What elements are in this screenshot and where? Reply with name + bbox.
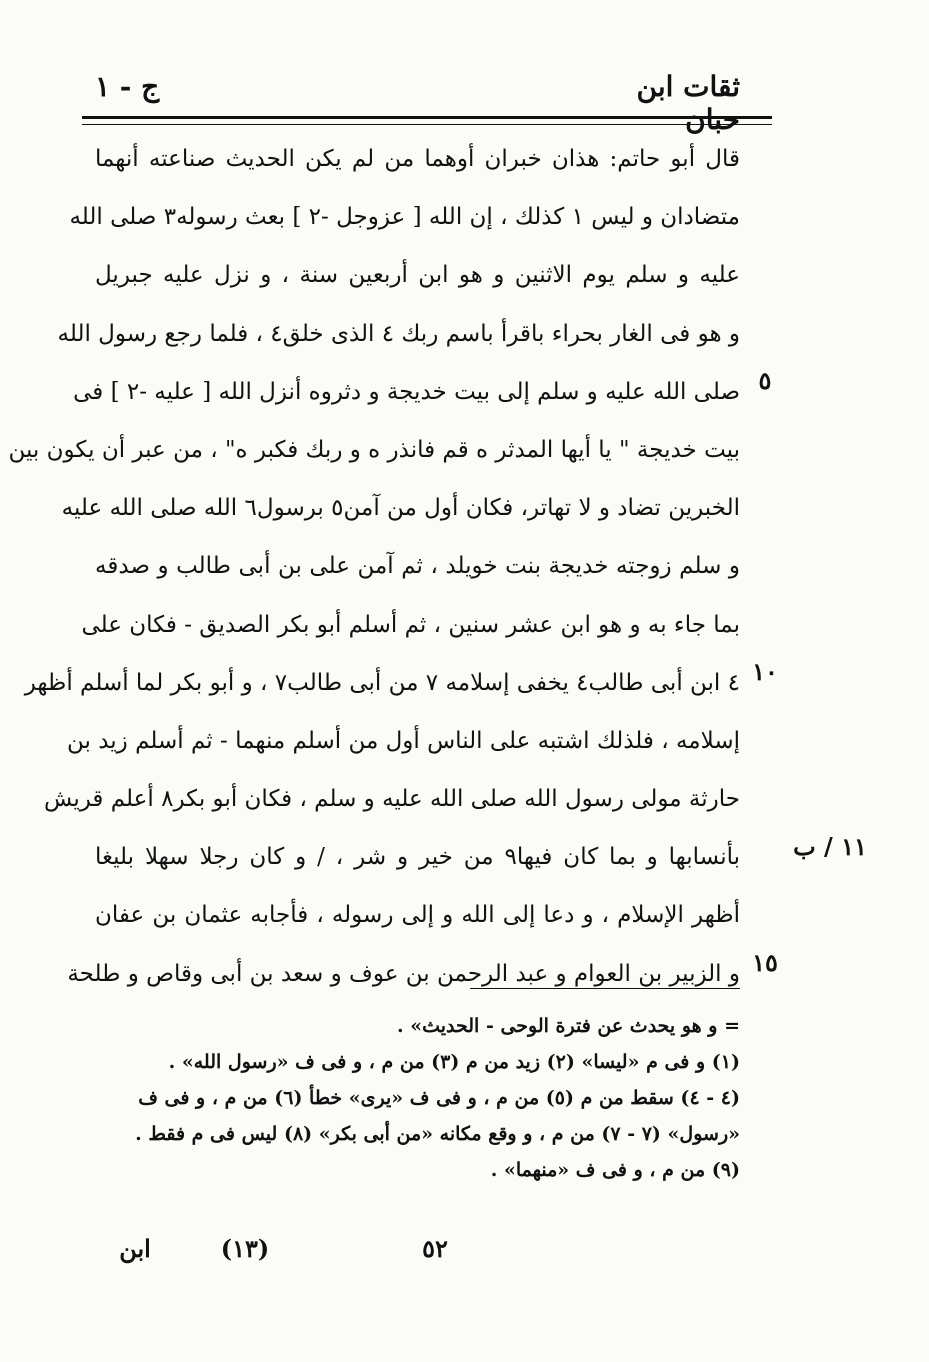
text-line: بأنسابها و بما كان فيها٩ من خير و شر ، / و كان رجلا سهلا بليغا: [95, 844, 741, 871]
footnote-line: «رسول» (٧ - ٧) من م ، و وقع مكانه «من أبى بكر» (٨) ليس فى م فقط .: [135, 1123, 740, 1145]
header-rule-thick: [82, 116, 772, 119]
text-line: أظهر الإسلام ، و دعا إلى الله و إلى رسوله ، فأجابه عثمان بن عفان: [95, 902, 740, 929]
text-line: متضادان و ليس ١ كذلك ، إن الله [ عزوجل -٢ ] بعث رسوله٣ صلى الله: [69, 204, 740, 231]
text-line: حارثة مولى رسول الله صلى الله عليه و سلم ، فكان أبو بكر٨ أعلم قريش: [44, 786, 740, 813]
catchword: ابن: [119, 1234, 151, 1263]
line-number-15: ١٥: [752, 948, 778, 977]
footnote-line: (٩) من م ، و فى ف «منهما» .: [490, 1159, 740, 1181]
text-line: بما جاء به و هو ابن عشر سنين ، ثم أسلم أبو بكر الصديق - فكان على: [81, 611, 740, 638]
text-line: ٤ ابن أبى طالب٤ يخفى إسلامه ٧ من أبى طالب٧ ، و أبو بكر لما أسلم أظهر: [24, 669, 740, 696]
volume-number: ج - ١: [95, 70, 160, 103]
text-line: عليه و سلم يوم الاثنين و هو ابن أربعين سنة ، و نزل عليه جبريل: [95, 262, 740, 289]
footnote-line: (٤ - ٤) سقط من م (٥) من م ، و فى ف «يرى» خطأ (٦) من م ، و فى ف: [138, 1087, 740, 1109]
text-line: بيت خديجة " يا أيها المدثر ه قم فانذر ه و ربك فكبر ه" ، من عبر أن يكون بين: [8, 436, 740, 463]
text-line: الخبرين تضاد و لا تهاتر، فكان أول من آمن٥ برسول٦ الله صلى الله عليه: [61, 495, 740, 522]
footnote-line: (١) و فى م «ليسا» (٢) زيد من م (٣) من م ، و فى ف «رسول الله» .: [168, 1051, 740, 1073]
text-line: إسلامه ، فلذلك اشتبه على الناس أول من أسلم منهما - ثم أسلم زيد بن: [66, 727, 740, 754]
main-text: [8, 130, 741, 1003]
header-rule-thin: [82, 124, 772, 125]
text-line: و الزبير بن العوام و عبد الرحمن بن عوف و سعد بن أبى وقاص و طلحة: [67, 960, 740, 987]
footnote-separator: [470, 988, 740, 989]
text-line: و سلم زوجته خديجة بنت خويلد ، ثم آمن على بن أبى طالب و صدقه: [95, 553, 740, 580]
footnotes: [95, 1008, 740, 1188]
manuscript-folio-marker: ١١ / ب: [793, 832, 867, 861]
running-title: ثقات ابن حبان: [636, 70, 740, 136]
text-line: صلى الله عليه و سلم إلى بيت خديجة و دثروه أنزل الله [ عليه -٢ ] فى: [73, 378, 740, 405]
line-number-10: ١٠: [752, 657, 778, 686]
text-line: قال أبو حاتم: هذان خبران أوهما من لم يكن الحديث صناعته أنهما: [95, 146, 740, 172]
line-number-5: ٥: [758, 366, 772, 395]
footnote-line: = و هو يحدث عن فترة الوحى - الحديث» .: [396, 1015, 740, 1037]
text-line: و هو فى الغار بحراء باقرأ باسم ربك ٤ الذى خلق٤ ، فلما رجع رسول الله: [57, 320, 740, 347]
page-number: ٥٢: [422, 1234, 448, 1263]
signature-mark: (١٣): [220, 1234, 270, 1263]
